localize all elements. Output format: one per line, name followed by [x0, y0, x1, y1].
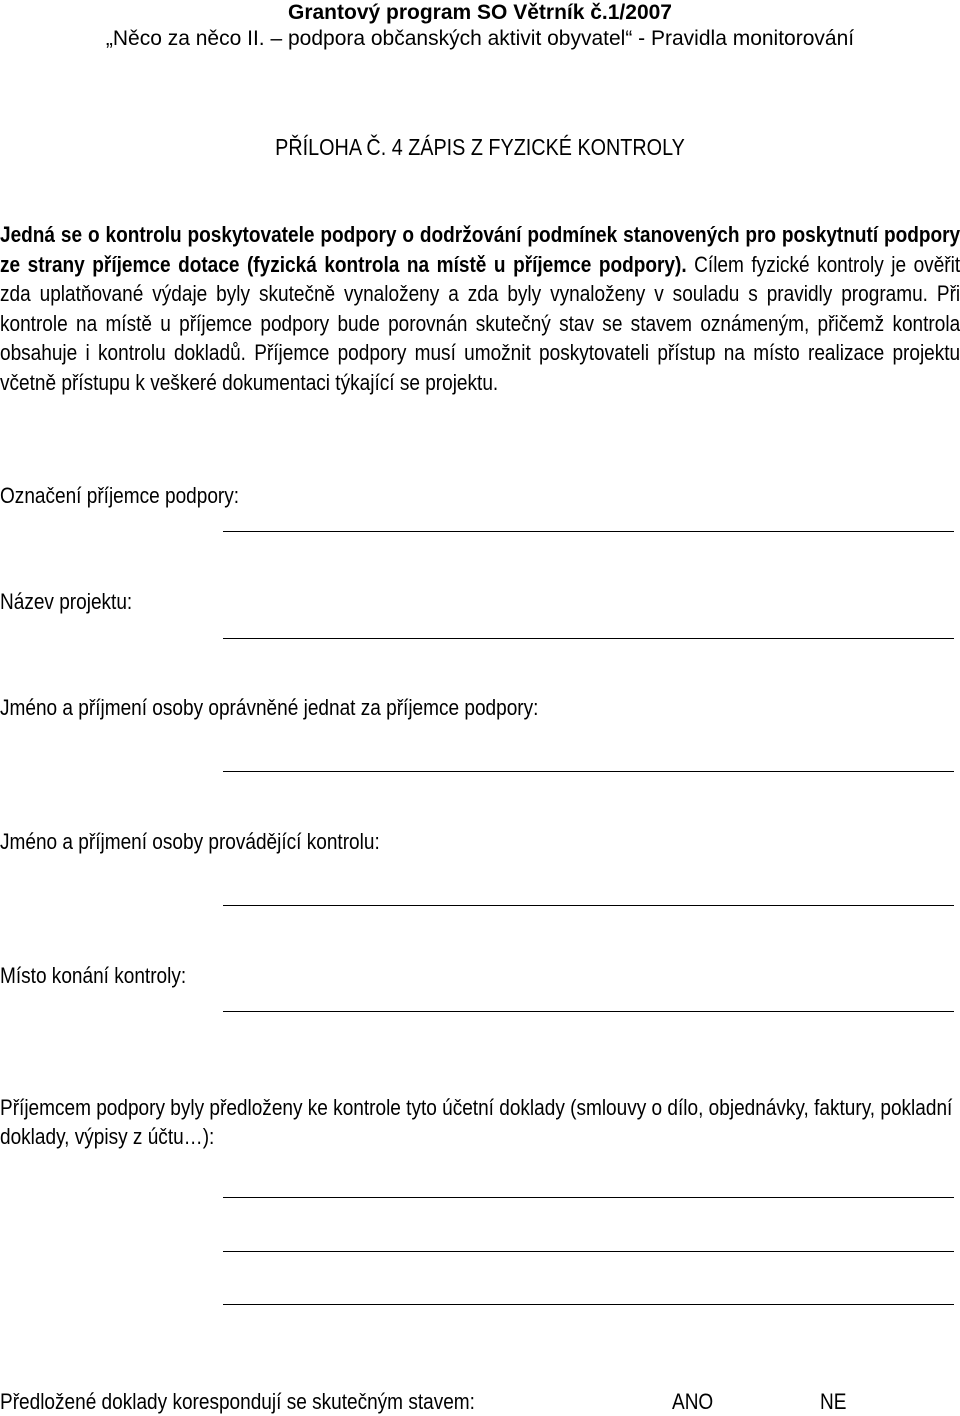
place-answer-line[interactable]: [223, 1011, 954, 1012]
inspector-answer-line[interactable]: [223, 905, 954, 906]
project-name-label: Název projektu:: [0, 589, 133, 614]
inspector-label: Jméno a příjmení osoby provádějící kontrolu:: [0, 829, 380, 854]
recipient-answer-line[interactable]: [223, 531, 954, 532]
documents-answer-line[interactable]: [223, 1197, 954, 1198]
recipient-label: Označení příjemce podpory:: [0, 483, 240, 508]
answer-yes[interactable]: ANO: [672, 1389, 714, 1414]
program-title: Grantový program SO Větrník č.1/2007: [288, 1, 672, 24]
documents-label: Příjemcem podpory byly předloženy ke kontrole tyto účetní doklady (smlouvy o dílo, objednávky, faktury, pokladní doklady, výpisy z účtu…):: [0, 1095, 953, 1149]
intro-text: Cílem fyzické kontroly je ověřit zda uplatňované výdaje byly skutečně vynaloženy a zda byly vynaloženy v souladu s pravidly programu. Při kontrole na místě u příjemce podpory bude porovnán skutečný stav se stavem oznámeným, přičemž kontrola obsahuje i kontrolu dokladů. Příjemce podpory musí umožnit poskytovateli přístup na místo realizace projektu včetně přístupu k veškeré dokumentaci týkající se projektu.: [0, 251, 960, 395]
correspond-label: Předložené doklady korespondují se skutečným stavem:: [0, 1389, 475, 1414]
authorized-person-answer-line[interactable]: [223, 771, 954, 772]
place-label: Místo konání kontroly:: [0, 963, 187, 988]
intro-paragraph: [0, 220, 960, 398]
documents-answer-line[interactable]: [223, 1304, 954, 1305]
answer-no[interactable]: NE: [820, 1389, 847, 1414]
project-name-answer-line[interactable]: [223, 638, 954, 639]
documents-answer-line[interactable]: [223, 1251, 954, 1252]
program-subtitle: „Něco za něco II. – podpora občanských aktivit obyvatel“ - Pravidla monitorování: [105, 27, 855, 50]
authorized-person-label: Jméno a příjmení osoby oprávněné jednat za příjemce podpory:: [0, 695, 539, 720]
annex-title: PŘÍLOHA Č. 4 ZÁPIS Z FYZICKÉ KONTROLY: [275, 134, 685, 160]
intro-bold-text: Jedná se o kontrolu poskytovatele podpory o dodržování podmínek stanovených pro poskytnutí podpory ze strany příjemce dotace (fyzická kontrola na místě u příjemce podpory).: [0, 222, 960, 277]
